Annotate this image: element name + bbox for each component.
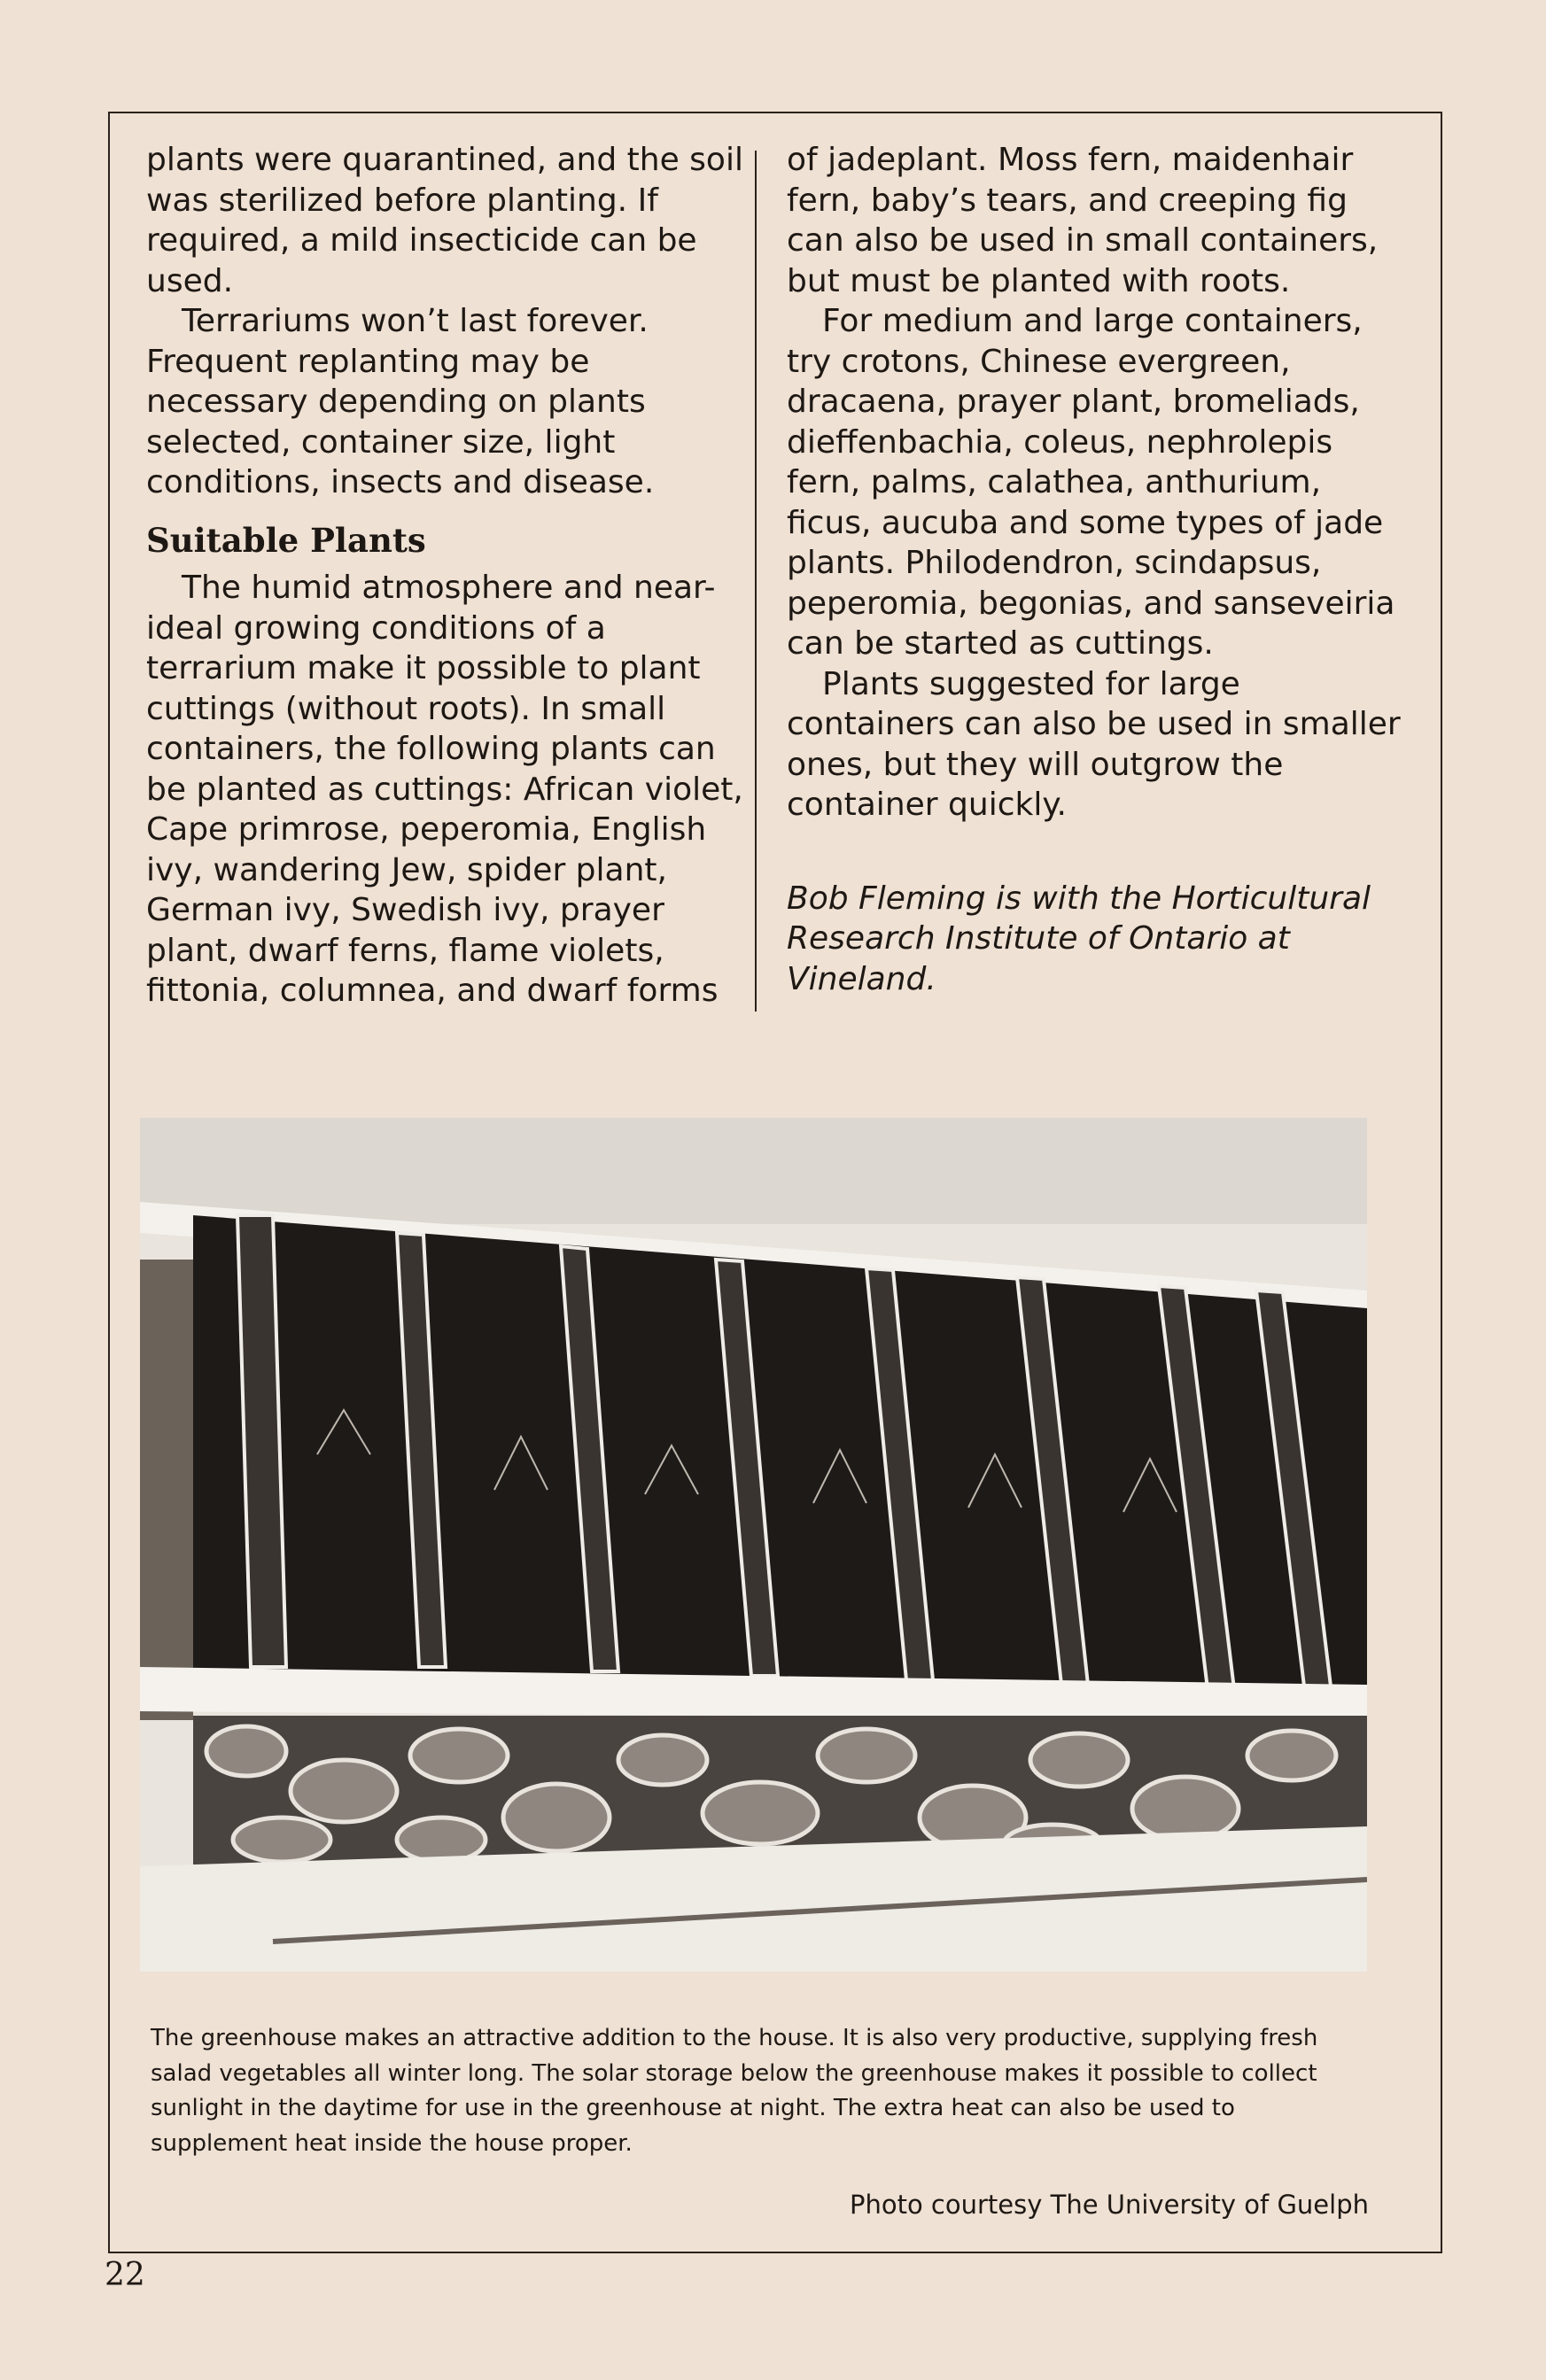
- photo-caption: The greenhouse makes an attractive addition to the house. It is also very productive, supplying fresh salad vegetables all winter long. The solar storage below the greenhouse makes it possible to collect sunlight in the daytime for use in the greenhouse at night. The extra heat can also be used to supplement heat inside the house proper.: [151, 2025, 1318, 2157]
- author-byline: Bob Fleming is with the Horticultural Research Institute of Ontario at Vineland.: [787, 880, 1371, 997]
- paragraph: Terrariums won’t last forever. Frequent replanting may be necessary depending on plants selected, container size, light conditions, insects and disease.: [146, 303, 655, 500]
- greenhouse-illustration: [140, 1118, 1367, 1972]
- paragraph: plants were quarantined, and the soil was sterilized before planting. If required, a mild insecticide can be used.: [146, 142, 743, 299]
- column-divider: [755, 151, 757, 1012]
- paragraph: of jadeplant. Moss fern, maidenhair fern, baby’s tears, and creeping fig can also be used in small containers, but must be planted with roots.: [787, 142, 1379, 299]
- page-number: 22: [105, 2257, 145, 2293]
- photo-credit: Photo courtesy The University of Guelph: [849, 2190, 1369, 2220]
- greenhouse-photo: [140, 1118, 1367, 1972]
- section-heading: Suitable Plants: [146, 520, 426, 560]
- paragraph: Plants suggested for large containers can also be used in smaller ones, but they will outgrow the container quickly.: [787, 665, 1401, 823]
- paragraph: For medium and large containers, try crotons, Chinese evergreen, dracaena, prayer plant, bromeliads, dieffenbachia, coleus, nephrolepis fern, palms, calathea, anthurium, ficus, aucuba and some types of jade plants. Philodendron, scindapsus, peperomia, begonias, and sanseveiria can be started as cuttings.: [787, 303, 1395, 662]
- left-column: [146, 140, 749, 1012]
- right-column: [787, 140, 1407, 999]
- paragraph: The humid atmosphere and near-ideal growing conditions of a terrarium make it possible to plant cuttings (without roots). In small containers, the following plants can be planted as cuttings: African violet, Cape primrose, peperomia, English ivy, wandering Jew, spider plant, German ivy, Swedish ivy, prayer plant, dwarf ferns, flame violets, fittonia, columnea, and dwarf forms: [146, 570, 743, 1009]
